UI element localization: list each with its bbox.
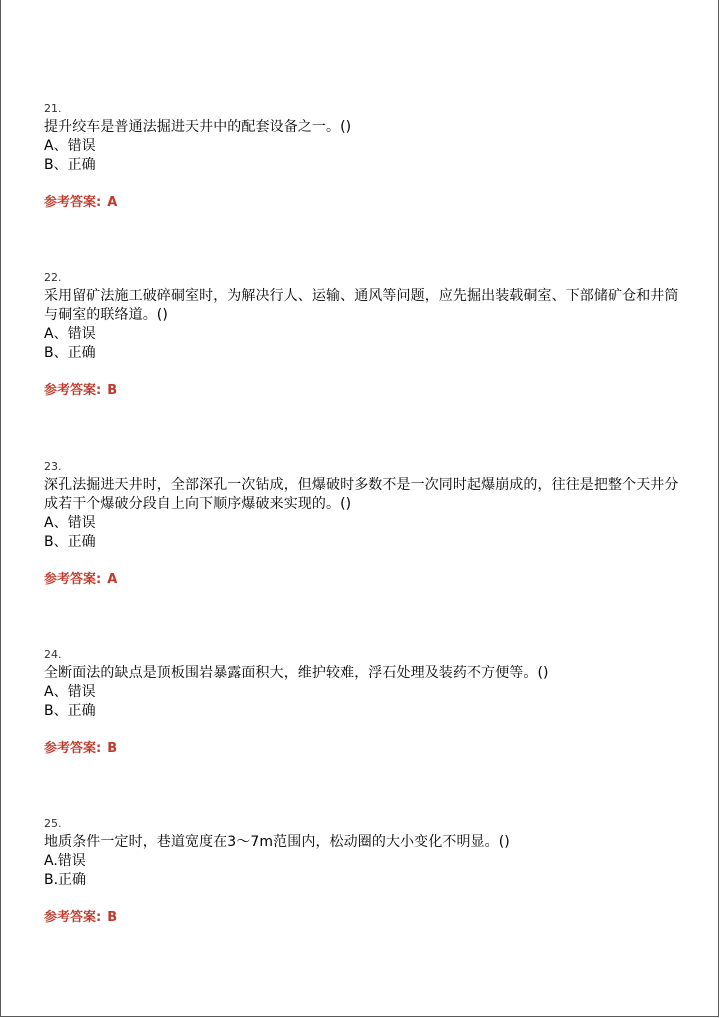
question-number: 23. [44,460,62,473]
question-25 [44,817,684,928]
option-a: A.错误 [44,853,86,869]
question-text: 深孔法掘进天井时，全部深孔一次钻成，但爆破时多数不是一次同时起爆崩成的，往往是把整个天井分成若干个爆破分段自上向下顺序爆破来实现的。() [44,477,679,512]
question-text: 提升绞车是普通法掘进天井中的配套设备之一。() [44,119,352,135]
option-a: A、错误 [44,684,96,700]
question-number: 24. [44,648,62,661]
question-number: 25. [44,817,62,830]
answer-label: 参考答案: [44,572,102,587]
answer-label: 参考答案: [44,195,102,210]
answer-value: B [107,741,118,756]
answer-value: B [107,383,118,398]
answer-line [44,739,684,759]
option-a: A、错误 [44,515,96,531]
question-24 [44,648,684,759]
question-number: 21. [44,102,62,115]
option-b: B、正确 [44,534,96,550]
answer-line [44,193,684,213]
option-a: A、错误 [44,326,96,342]
answer-line [44,570,684,590]
question-text: 采用留矿法施工破碎硐室时，为解决行人、运输、通风等问题，应先掘出装载硐室、下部储矿仓和井筒与硐室的联络道。() [44,288,679,323]
answer-label: 参考答案: [44,383,102,398]
option-b: B.正确 [44,872,87,888]
answer-line [44,381,684,401]
option-b: B、正确 [44,345,96,361]
answer-value: A [107,572,118,587]
question-23 [44,460,684,590]
answer-label: 参考答案: [44,741,102,756]
answer-line [44,908,684,928]
option-a: A、错误 [44,138,96,154]
answer-value: A [107,195,118,210]
question-text: 全断面法的缺点是顶板围岩暴露面积大，维护较难，浮石处理及装药不方便等。() [44,665,549,681]
question-number: 22. [44,271,62,284]
answer-value: B [107,910,118,925]
option-b: B、正确 [44,157,96,173]
answer-label: 参考答案: [44,910,102,925]
question-text: 地质条件一定时，巷道宽度在3～7m范围内，松动圈的大小变化不明显。() [44,834,510,850]
question-22 [44,271,684,401]
question-21 [44,102,684,213]
option-b: B、正确 [44,703,96,719]
